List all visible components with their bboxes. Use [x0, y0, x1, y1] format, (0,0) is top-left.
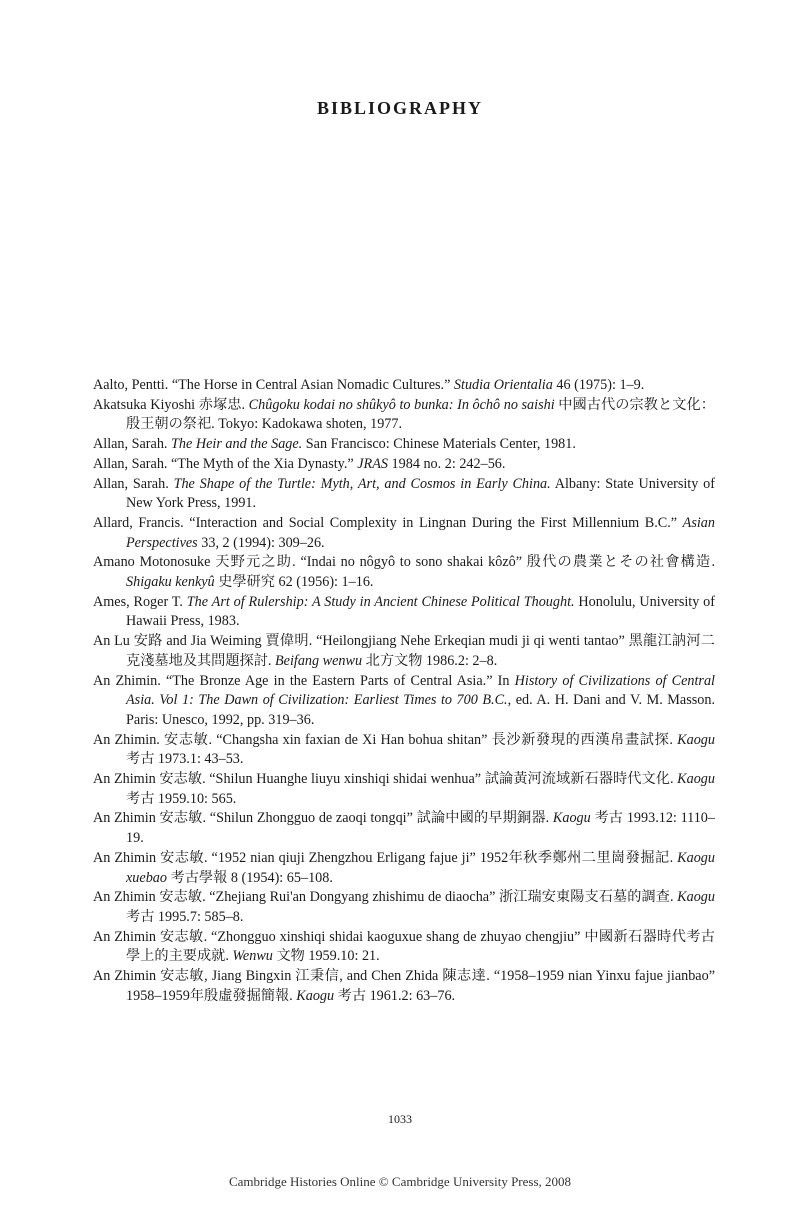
- bibliography-entry: An Zhimin 安志敏. “Zhejiang Rui'an Dongyang zhishimu de diaocha” 浙江瑞安東陽支石墓的調查. Kaogu 考古 1995.7: 585–8.: [93, 889, 715, 925]
- bibliography-entry: An Zhimin. “The Bronze Age in the Eastern Parts of Central Asia.” In History of Civilizations of Central Asia. Vol 1: The Dawn of Civilization: Earliest Times to 700 B.C., ed. A. H. Dani and V. M. Masson. Paris: Unesco, 1992, pp. 319–36.: [93, 672, 715, 728]
- bibliography-entry: An Zhimin 安志敏. “Zhongguo xinshiqi shidai kaoguxue shang de zhuyao chengjiu” 中國新石器時代考古學上的主要成就. Wenwu 文物 1959.10: 21.: [93, 928, 715, 965]
- bibliography-entry: Ames, Roger T. The Art of Rulership: A Study in Ancient Chinese Political Thought. Honolulu, University of Hawaii Press, 1983.: [93, 593, 715, 630]
- page-title: BIBLIOGRAPHY: [316, 98, 484, 118]
- copyright-footer: Cambridge Histories Online © Cambridge University Press, 2008: [228, 1174, 572, 1189]
- bibliography-entry: An Zhimin 安志敏. “Shilun Huanghe liuyu xinshiqi shidai wenhua” 試論黃河流域新石器時代文化. Kaogu 考古 1959.10: 565.: [93, 771, 715, 807]
- bibliography-entry: An Zhimin. 安志敏. “Changsha xin faxian de Xi Han bohua shitan” 長沙新發現的西漢帛畫試探. Kaogu 考古 1973.1: 43–53.: [93, 731, 715, 768]
- bibliography-entry: An Lu 安路 and Jia Weiming 賈偉明. “Heilongjiang Nehe Erkeqian mudi ji qi wenti tantao” 黑龍江訥河二克淺墓地及其問題探討. Beifang wenwu 北方文物 1986.2: 2–8.: [93, 633, 715, 669]
- bibliography-entry: An Zhimin 安志敏. “Shilun Zhongguo de zaoqi tongqi” 試論中國的早期銅器. Kaogu 考古 1993.12: 1110–19.: [93, 810, 715, 847]
- page-number: 1033: [388, 1112, 412, 1126]
- bibliography-list: [93, 376, 715, 1007]
- bibliography-entry: An Zhimin 安志敏, Jiang Bingxin 江秉信, and Chen Zhida 陳志達. “1958–1959 nian Yinxu fajue jianbao” 1958–1959年殷虛發掘簡報. Kaogu 考古 1961.2: 63–76.: [93, 968, 715, 1004]
- bibliography-entry: Allan, Sarah. “The Myth of the Xia Dynasty.” JRAS 1984 no. 2: 242–56.: [93, 455, 506, 472]
- bibliography-entry: Allan, Sarah. The Shape of the Turtle: Myth, Art, and Cosmos in Early China. Albany: State University of New York Press, 1991.: [93, 475, 715, 512]
- bibliography-entry: An Zhimin 安志敏. “1952 nian qiuji Zhengzhou Erligang fajue ji” 1952年秋季鄭州二里崗發掘記. Kaogu xuebao 考古學報 8 (1954): 65–108.: [93, 849, 715, 886]
- bibliography-entry: Amano Motonosuke 天野元之助. “Indai no nôgyô to sono shakai kôzô” 殷代の農業とその社會構造. Shigaku kenkyû 史學研究 62 (1956): 1–16.: [93, 554, 715, 591]
- bibliography-entry: Aalto, Pentti. “The Horse in Central Asian Nomadic Cultures.” Studia Orientalia 46 (1975): 1–9.: [93, 377, 645, 393]
- bibliography-entry: Allan, Sarah. The Heir and the Sage. San Francisco: Chinese Materials Center, 1981.: [93, 436, 576, 453]
- bibliography-entry: Allard, Francis. “Interaction and Social Complexity in Lingnan During the First Millennium B.C.” Asian Perspectives 33, 2 (1994): 309–26.: [93, 514, 715, 551]
- bibliography-entry: Akatsuka Kiyoshi 赤塚忠. Chûgoku kodai no shûkyô to bunka: In ôchô no saishi 中國古代の宗教と文化：殷王朝の祭祀. Tokyo: Kadokawa shoten, 1977.: [93, 396, 715, 433]
